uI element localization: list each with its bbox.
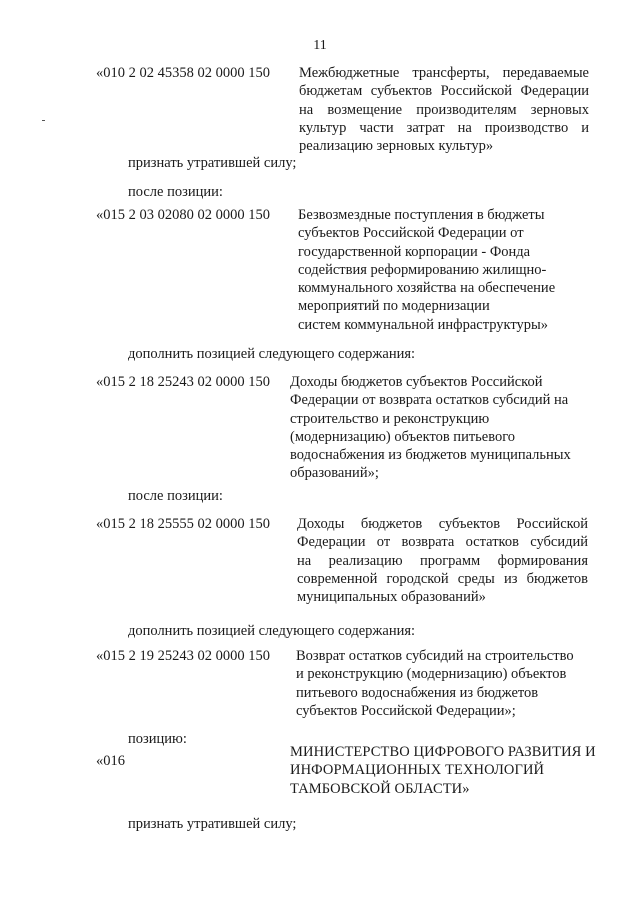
description-line: водоснабжения из бюджетов муниципальных [290,447,571,464]
description-line: на реализацию программ формирования [297,552,588,569]
paragraph: после позиции: [128,488,223,504]
position-description [296,647,591,720]
description-line: реализацию зерновых культур» [299,138,494,155]
description-line: Доходы бюджетов субъектов Российской [290,374,543,390]
position-code: «015 2 19 25243 02 0000 150 [96,648,270,664]
description-line: Безвозмездные поступления в бюджеты [298,207,545,223]
description-line: строительство и реконструкцию [290,410,490,427]
description-line: мероприятий по модернизации [298,298,490,315]
description-line: субъектов Российской Федерации»; [296,702,516,719]
position-description [290,743,596,798]
description-line: содействия реформированию жилищно- [298,261,547,278]
description-line: государственной корпорации - Фонда [298,243,531,260]
position-code: «010 2 02 45358 02 0000 150 [96,65,270,81]
description-line: Федерации от возврата остатков субсидий [297,534,588,551]
description-line: систем коммунальной инфраструктуры» [298,316,549,333]
paragraph: позицию: [128,731,187,747]
description-line: ТАМБОВСКОЙ ОБЛАСТИ» [290,780,470,797]
scan-mark [42,120,45,121]
position-code: «015 2 03 02080 02 0000 150 [96,207,270,223]
paragraph: дополнить позицией следующего содержания: [128,346,416,362]
position-code: «016 [96,753,125,769]
description-line: коммунального хозяйства на обеспечение [298,280,556,297]
description-line: Межбюджетные трансферты, передаваемые [299,65,589,81]
description-line: Федерации от возврата остатков субсидий на [290,392,569,409]
description-line: питьевого водоснабжения из бюджетов [296,684,539,701]
description-line: МИНИСТЕРСТВО ЦИФРОВОГО РАЗВИТИЯ И [290,744,596,760]
paragraph: признать утратившей силу; [128,816,297,832]
description-line: бюджетам субъектов Российской Федерации [299,83,589,100]
description-line: образований»; [290,465,379,482]
position-description [298,206,588,334]
description-line: ИНФОРМАЦИОННЫХ ТЕХНОЛОГИЙ [290,762,545,779]
paragraph: после позиции: [128,184,223,200]
position-code: «015 2 18 25555 02 0000 150 [96,516,270,532]
position-description [297,515,588,606]
description-line: субъектов Российской Федерации от [298,225,524,242]
position-description [290,373,590,483]
position-description [299,64,589,155]
description-line: (модернизацию) объектов питьевого [290,428,516,445]
description-line: современной городской среды из бюджетов [297,570,588,587]
position-code: «015 2 18 25243 02 0000 150 [96,374,270,390]
description-line: Доходы бюджетов субъектов Российской [297,516,588,532]
description-line: на возмещение производителям зерновых [299,101,589,118]
description-line: муниципальных образований» [297,589,486,606]
description-line: Возврат остатков субсидий на строительство [296,648,574,664]
page-number: 11 [313,38,327,53]
description-line: культур части затрат на производство и [299,119,589,136]
paragraph: признать утратившей силу; [128,155,297,171]
description-line: и реконструкцию (модернизацию) объектов [296,666,567,683]
paragraph: дополнить позицией следующего содержания: [128,623,416,639]
